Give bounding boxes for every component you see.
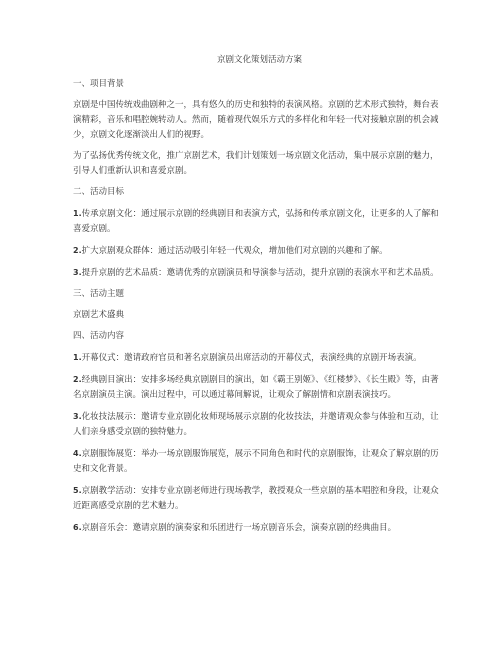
section-heading-content: 四、活动内容 [73,331,125,341]
content-item-5 [73,483,446,514]
background-paragraph-2: 为了弘扬优秀传统文化，推广京剧艺术，我们计划策划一场京剧文化活动，集中展示京剧的魅力，引导人们重新认识和喜爱京剧。 [73,151,439,176]
section-heading-theme: 三、活动主题 [73,289,125,299]
content-item-text: 京剧音乐会：邀请京剧的演奏家和乐团进行一场京剧音乐会，演奏京剧的经典曲目。 [81,523,397,533]
content-item-number: 2. [73,375,82,384]
background-paragraph-1: 京剧是中国传统戏曲剧种之一，具有悠久的历史和独特的表演风格。京剧的艺术形式独特，舞台表演精彩，音乐和唱腔婉转动人。然而，随着现代娱乐方式的多样化和年轻一代对接触京剧的机会减少，京剧文化逐渐淡出人们的视野。 [73,100,439,140]
content-item-2 [73,372,446,403]
content-item-number: 5. [73,486,82,495]
goal-item-number: 2. [73,246,82,255]
content-item-3 [73,409,446,440]
goal-item-text: 扩大京剧观众群体：通过活动吸引年轻一代观众，增加他们对京剧的兴趣和了解。 [81,246,388,256]
content-item-text: 开幕仪式：邀请政府官员和著名京剧演员出席活动的开幕仪式，表演经典的京剧开场表演。 [81,353,422,363]
goal-item-text: 提升京剧的艺术品质：邀请优秀的京剧演员和导演参与活动，提升京剧的表演水平和艺术品质。 [81,268,439,278]
content-item-6 [73,520,446,536]
goal-item-number: 3. [73,268,82,277]
goal-item-3 [73,265,446,281]
goal-item-1 [73,206,446,237]
content-item-number: 1. [73,353,82,362]
goal-item-number: 1. [73,209,82,218]
goal-item-text: 传承京剧文化：通过展示京剧的经典剧目和表演方式，弘扬和传承京剧文化，让更多的人了解和喜爱京剧。 [73,209,439,234]
theme-paragraph: 京剧艺术盛典 [73,310,125,320]
section-heading-goals: 二、活动目标 [73,187,125,197]
content-item-text: 京剧服饰展览：举办一场京剧服饰展览，展示不同角色和时代的京剧服饰，让观众了解京剧的历史和文化背景。 [73,449,439,474]
content-item-number: 3. [73,412,82,421]
section-heading-background: 一、项目背景 [73,79,125,89]
content-item-number: 4. [73,449,82,458]
goal-item-2 [73,243,446,259]
content-item-text: 化妆技法展示：邀请专业京剧化妆师现场展示京剧的化妆技法，并邀请观众参与体验和互动，让人们亲身感受京剧的独特魅力。 [73,412,439,437]
content-item-1 [73,350,446,366]
document-title: 京剧文化策划活动方案 [216,55,302,65]
content-item-text: 京剧教学活动：安排专业京剧老师进行现场教学，教授观众一些京剧的基本唱腔和身段，让观众近距离感受京剧的艺术魅力。 [73,486,439,511]
content-item-4 [73,446,446,477]
content-item-text: 经典剧目演出：安排多场经典京剧剧目的演出，如《霸王别姬》、《红楼梦》、《长生殿》等，由著名京剧演员主演。演出过程中，可以通过幕间解说，让观众了解剧情和京剧表演技巧。 [73,375,439,400]
content-item-number: 6. [73,523,82,532]
